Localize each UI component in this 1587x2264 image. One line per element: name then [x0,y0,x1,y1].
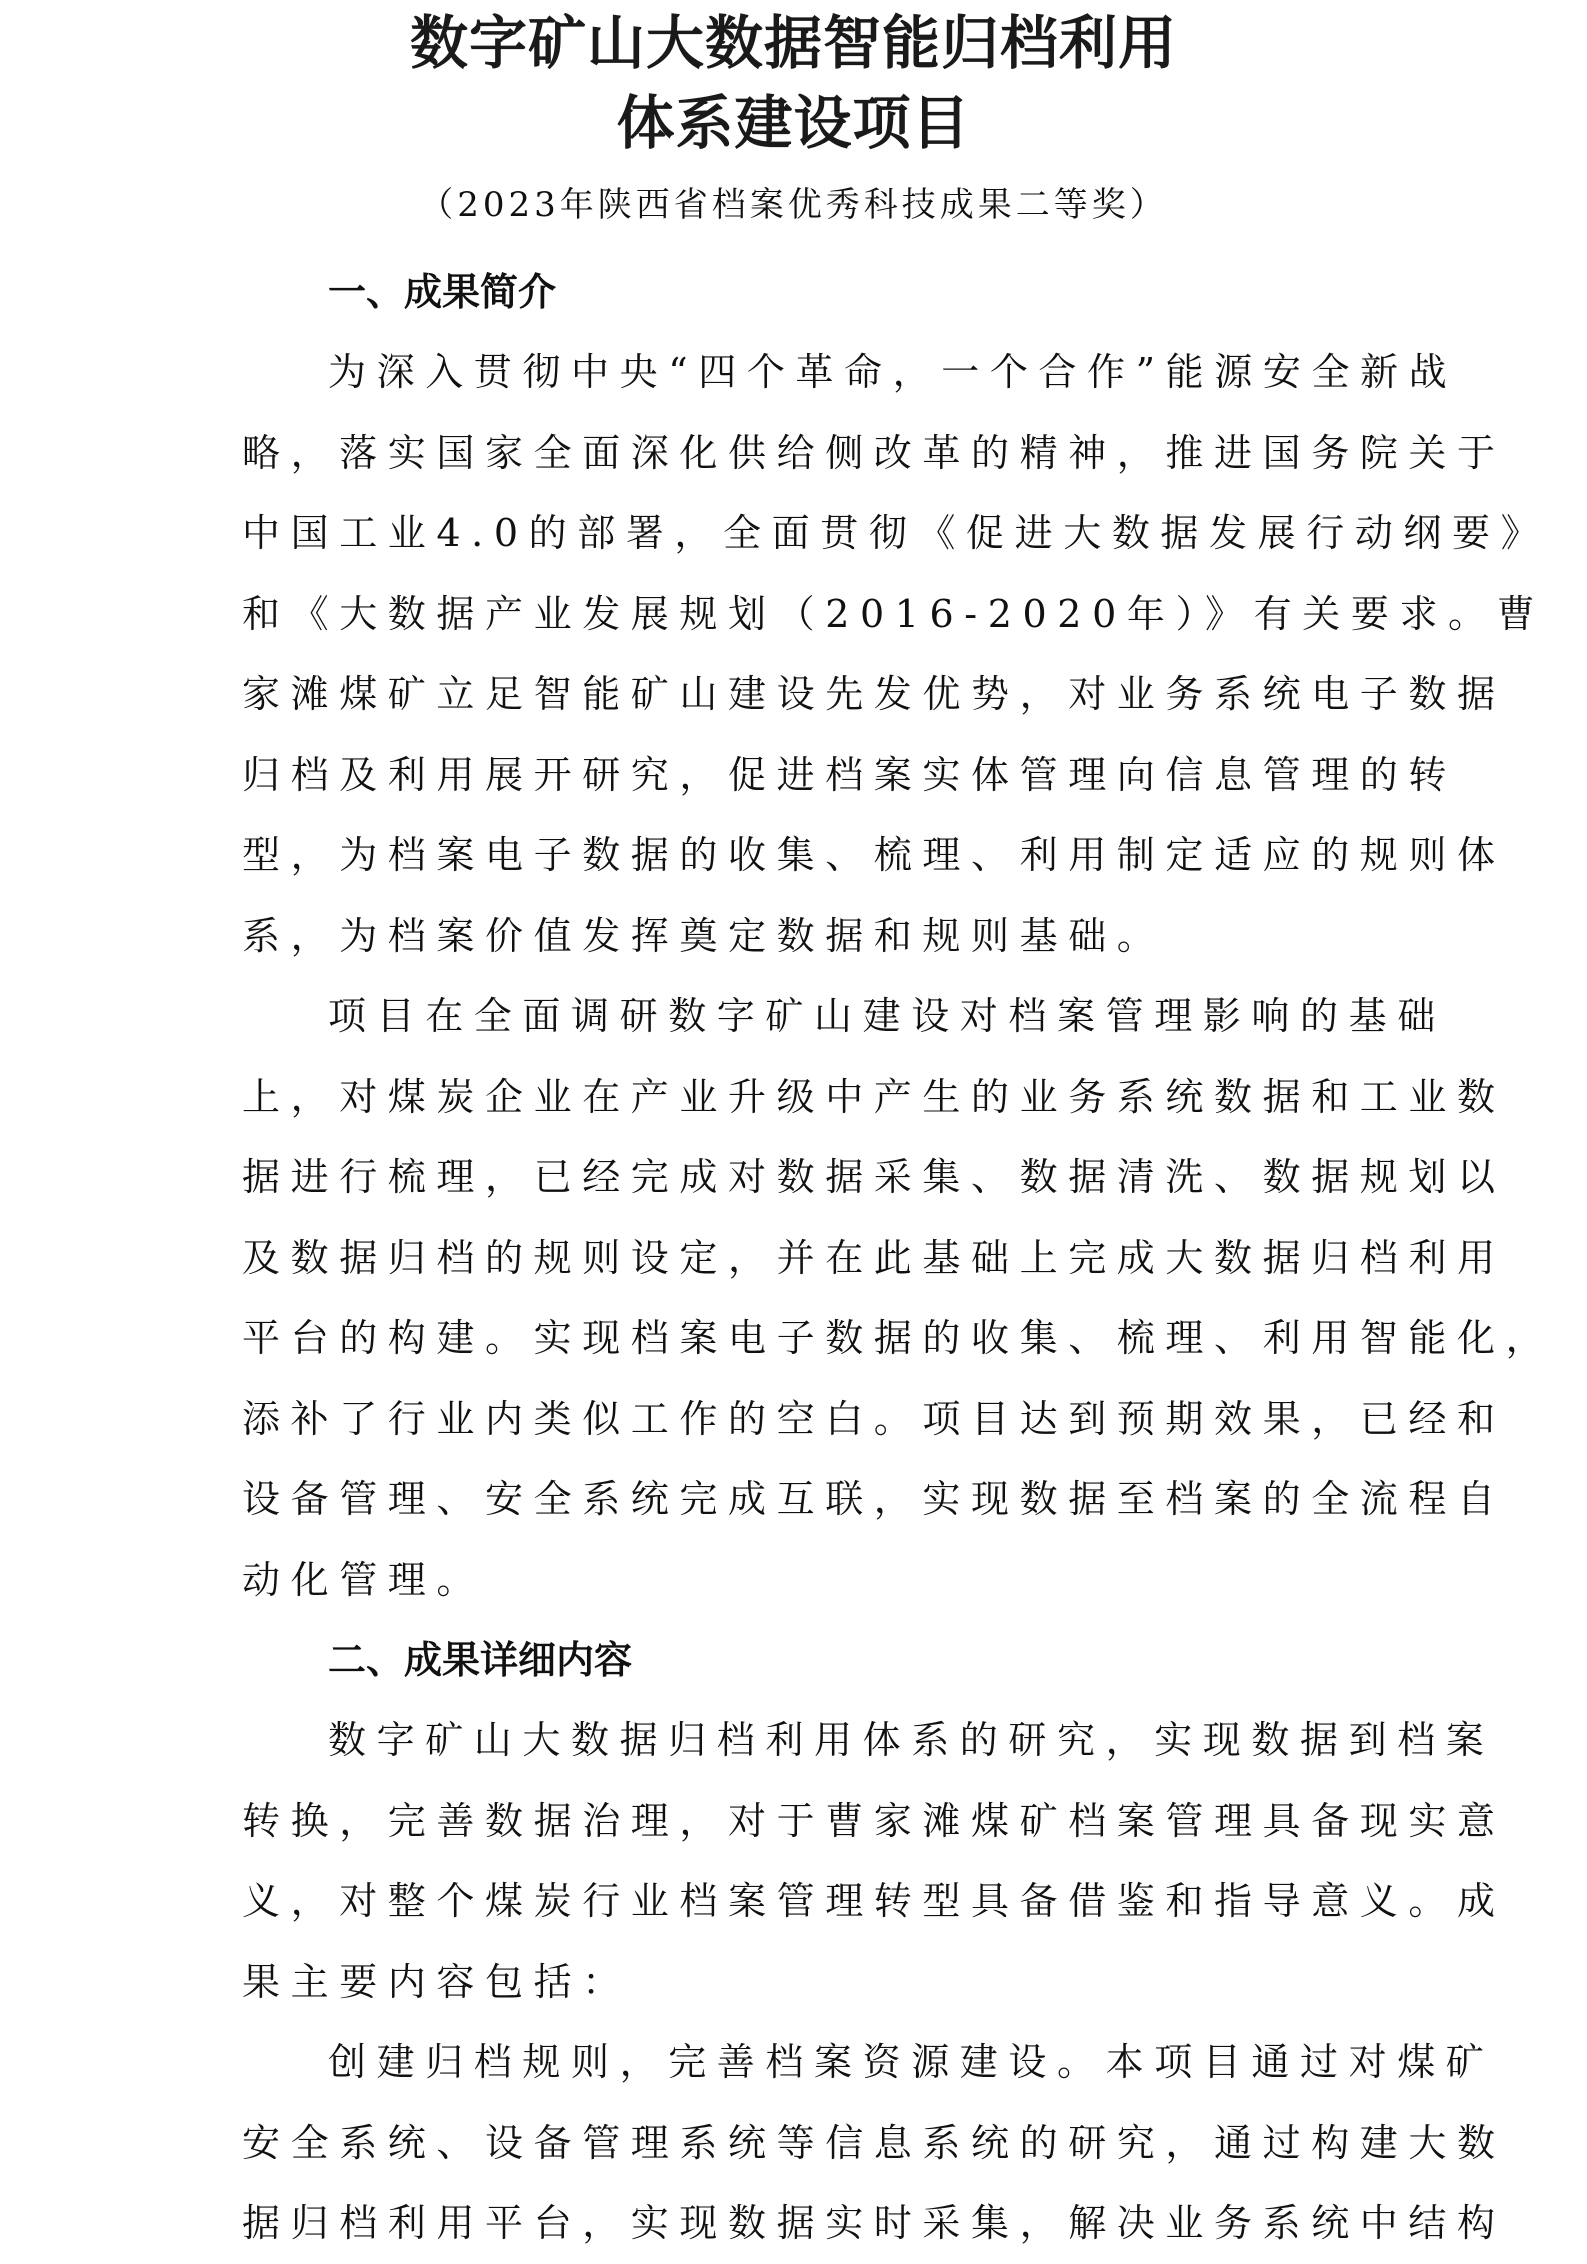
text-line: 创建归档规则，完善档案资源建设。本项目通过对煤矿 [328,2040,1495,2084]
document-title-line-2: 体系建设项目 [616,89,971,157]
text-line: 转换，完善数据治理，对于曹家滩煤矿档案管理具备现实意 [242,1798,1506,1843]
award-subtitle: （2023年陕西省档案优秀科技成果二等奖） [419,185,1168,225]
text-line: 系，为档案价值发挥奠定数据和规则基础。 [242,913,1166,958]
text-line: 中国工业4.0的部署，全面贯彻《促进大数据发展行动纲要》 [242,511,1550,555]
section-heading-introduction: 一、成果简介 [328,270,557,314]
text-line: 动化管理。 [242,1557,486,1602]
text-line: 及数据归档的规则设定，并在此基础上完成大数据归档利用 [242,1235,1506,1280]
text-line: 型，为档案电子数据的收集、梳理、利用制定适应的规则体 [242,833,1506,877]
paragraph-project-overview [242,976,1555,1620]
document-body [242,252,1555,2264]
text-line: 据归档利用平台，实现数据实时采集，解决业务系统中结构 [242,2201,1506,2245]
text-line: 平台的构建。实现档案电子数据的收集、梳理、利用智能化， [242,1316,1555,1360]
text-line: 为深入贯彻中央“四个革命，一个合作”能源安全新战 [328,350,1458,394]
text-line: 义，对整个煤炭行业档案管理转型具备借鉴和指导意义。成 [242,1879,1506,1923]
document-title-line-1: 数字矿山大数据智能归档利用 [409,9,1177,77]
text-line: 设备管理、安全系统完成互联，实现数据至档案的全流程自 [242,1477,1506,1521]
text-line: 添补了行业内类似工作的空白。项目达到预期效果，已经和 [242,1396,1506,1441]
text-line: 和《大数据产业发展规划（2016-2020年）》有关要求。曹 [242,591,1546,636]
text-line: 果主要内容包括： [242,1959,631,2004]
text-line: 上，对煤炭企业在产业升级中产生的业务系统数据和工业数 [242,1074,1506,1119]
paragraph-background [242,332,1550,976]
text-line: 归档及利用展开研究，促进档案实体管理向信息管理的转 [242,752,1458,797]
text-line: 据进行梳理，已经完成对数据采集、数据清洗、数据规划以 [242,1155,1506,1199]
paragraph-archive-rules [242,2022,1506,2264]
text-line: 家滩煤矿立足智能矿山建设先发优势，对业务系统电子数据 [242,672,1506,716]
text-line: 项目在全面调研数字矿山建设对档案管理影响的基础 [328,994,1446,1038]
text-line: 安全系统、设备管理系统等信息系统的研究，通过构建大数 [242,2120,1506,2165]
text-line: 略，落实国家全面深化供给侧改革的精神，推进国务院关于 [242,430,1506,475]
section-heading-details: 二、成果详细内容 [328,1638,633,1682]
paragraph-research-significance [242,1700,1506,2022]
text-line: 数字矿山大数据归档利用体系的研究，实现数据到档案 [328,1718,1495,1762]
